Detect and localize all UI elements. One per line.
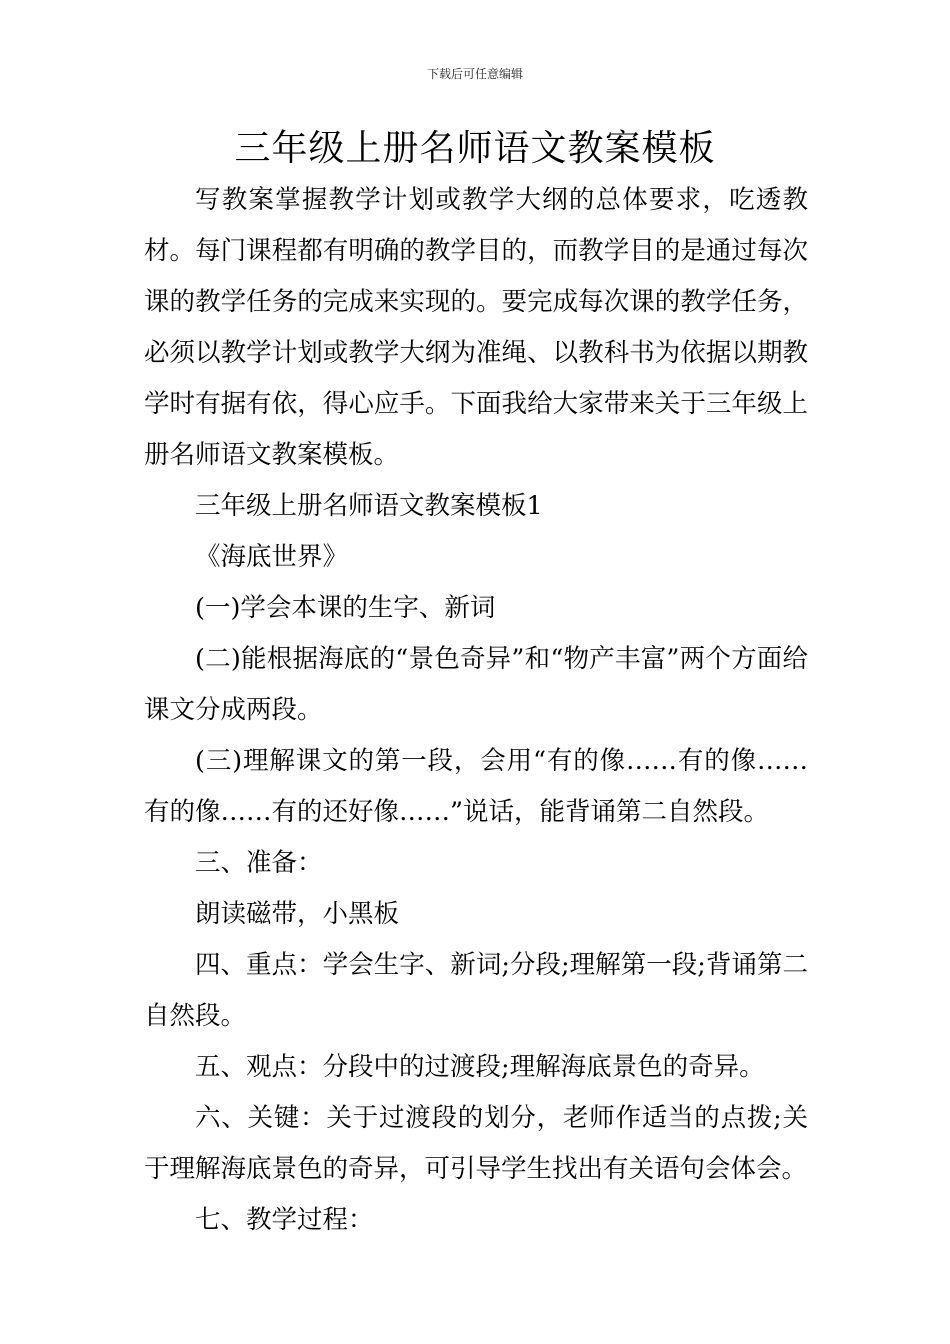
key-points: 四、重点：学会生字、新词;分段;理解第一段;背诵第二自然段。 (144, 950, 808, 1031)
lesson-title: 《海底世界》 (195, 542, 349, 572)
section-heading: 三年级上册名师语文教案模板1 (195, 491, 543, 521)
document-title: 三年级上册名师语文教案模板 (234, 128, 716, 169)
teaching-process-heading: 七、教学过程： (195, 1205, 374, 1235)
preparation-heading: 三、准备： (195, 848, 323, 878)
objective-1: (一)学会本课的生字、新词 (195, 593, 496, 623)
document-body (144, 175, 808, 1246)
objective-2: (二)能根据海底的“景色奇异”和“物产丰富”两个方面给课文分成两段。 (144, 644, 808, 725)
intro-paragraph: 写教案掌握教学计划或教学大纲的总体要求，吃透教材。每门课程都有明确的教学目的，而教学目的是通过每次课的教学任务的完成来实现的。要完成每次课的教学任务，必须以教学计划或教学大纲为准绳、以教科书为依据以期教学时有据有依，得心应手。下面我给大家带来关于三年级上册名师语文教案模板。 (144, 185, 808, 470)
preparation-materials: 朗读磁带，小黑板 (195, 899, 400, 929)
objective-3: (三)理解课文的第一段，会用“有的像……有的像……有的像……有的还好像……”说话，能背诵第二自然段。 (144, 746, 808, 827)
viewpoints: 五、观点：分段中的过渡段;理解海底景色的奇异。 (195, 1052, 765, 1082)
key-difficulty: 六、关键：关于过渡段的划分，老师作适当的点拨;关于理解海底景色的奇异，可引导学生找出有关语句会体会。 (144, 1103, 808, 1184)
header-note: 下载后可任意编辑 (426, 67, 523, 81)
